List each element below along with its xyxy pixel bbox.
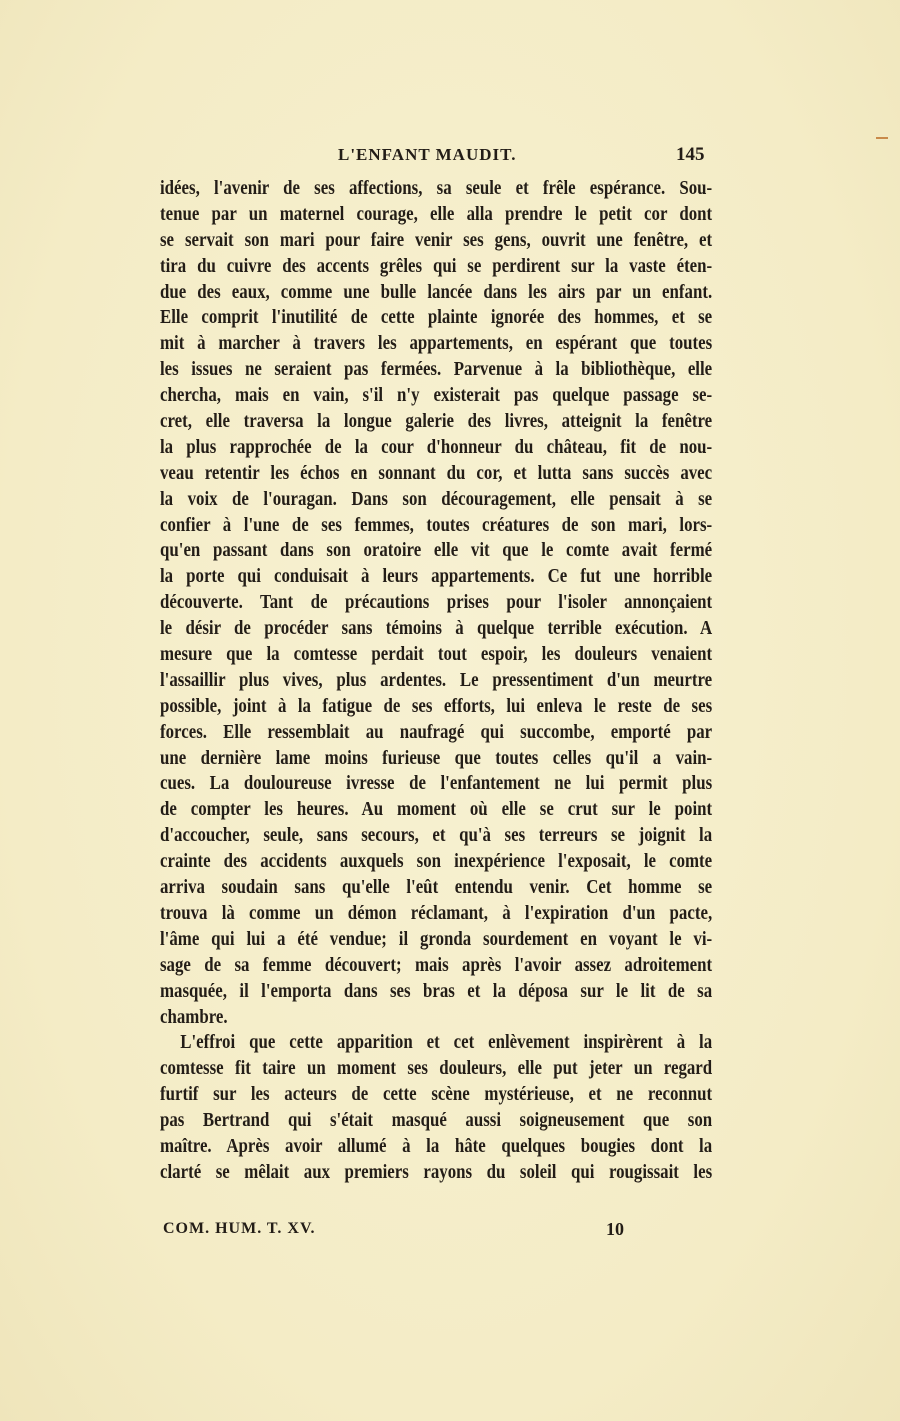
- text-line: clarté se mêlait aux premiers rayons du soleil qui rougissait les: [160, 1160, 713, 1183]
- text-line: les issues ne seraient pas fermées. Parvenue à la bibliothèque, elle: [160, 358, 713, 381]
- text-line: furtif sur les acteurs de cette scène mystérieuse, et ne reconnut: [160, 1083, 713, 1106]
- text-line: idées, l'avenir de ses affections, sa seule et frêle espérance. Sou-: [160, 177, 713, 199]
- signature-number: 10: [606, 1219, 624, 1239]
- text-line: le désir de procéder sans témoins à quelque terrible exécution. A: [160, 617, 713, 640]
- signature-mark: COM. HUM. T. XV.: [163, 1220, 316, 1237]
- text-line: cues. La douloureuse ivresse de l'enfantement ne lui permit plus: [160, 772, 713, 795]
- text-line: pas Bertrand qui s'était masqué aussi soigneusement que son: [160, 1109, 713, 1132]
- text-line: Elle comprit l'inutilité de cette plainte ignorée des hommes, et se: [160, 306, 713, 329]
- body-text: [160, 176, 712, 1186]
- text-line: de compter les heures. Au moment où elle se crut sur le point: [160, 798, 713, 821]
- text-line: découverte. Tant de précautions prises pour l'isoler annonçaient: [160, 591, 713, 614]
- text-line: mit à marcher à travers les appartements, en espérant que toutes: [160, 332, 713, 355]
- text-line: la voix de l'ouragan. Dans son découragement, elle pensait à se: [160, 487, 713, 510]
- text-line: tenue par un maternel courage, elle alla prendre le petit cor dont: [160, 202, 713, 225]
- text-line: sage de sa femme découvert; mais après l'avoir assez adroitement: [160, 953, 713, 976]
- text-line: qu'en passant dans son oratoire elle vit que le comte avait fermé: [160, 539, 713, 562]
- text-line: chambre.: [160, 1005, 228, 1028]
- text-line: arriva soudain sans qu'elle l'eût entendu venir. Cet homme se: [160, 876, 713, 899]
- text-line: trouva là comme un démon réclamant, à l'expiration d'un pacte,: [160, 901, 713, 924]
- text-line: la porte qui conduisait à leurs appartements. Ce fut une horrible: [160, 565, 713, 588]
- running-title: L'ENFANT MAUDIT.: [338, 145, 517, 164]
- text-line: crainte des accidents auxquels son inexpérience l'exposait, le comte: [160, 850, 713, 873]
- text-line: se servait son mari pour faire venir ses gens, ouvrit une fenêtre, et: [160, 228, 713, 251]
- text-line: due des eaux, comme une bulle lancée dans les airs par un enfant.: [160, 280, 713, 303]
- text-line: la plus rapprochée de la cour d'honneur du château, fit de nou-: [160, 435, 713, 458]
- text-line: masquée, il l'emporta dans ses bras et la déposa sur le lit de sa: [160, 979, 713, 1002]
- page-number: 145: [676, 144, 705, 165]
- text-line: forces. Elle ressemblait au naufragé qui succombe, emporté par: [160, 720, 713, 743]
- text-line: d'accoucher, seule, sans secours, et qu'à ses terreurs se joignit la: [160, 824, 713, 847]
- text-line: chercha, mais en vain, s'il n'y existerait pas quelque passage se-: [160, 384, 713, 407]
- text-line: tira du cuivre des accents grêles qui se perdirent sur la vaste éten-: [160, 254, 713, 277]
- text-line: l'assaillir plus vives, plus ardentes. Le pressentiment d'un meurtre: [160, 668, 713, 691]
- margin-mark: [876, 137, 888, 139]
- text-line: mesure que la comtesse perdait tout espoir, les douleurs venaient: [160, 643, 713, 666]
- text-line: veau retentir les échos en sonnant du cor, et lutta sans succès avec: [160, 461, 713, 484]
- text-line: maître. Après avoir allumé à la hâte quelques bougies dont la: [160, 1134, 713, 1157]
- text-line: confier à l'une de ses femmes, toutes créatures de son mari, lors-: [160, 513, 713, 536]
- text-line: L'effroi que cette apparition et cet enlèvement inspirèrent à la: [180, 1031, 713, 1054]
- text-line: cret, elle traversa la longue galerie des livres, atteignit la fenêtre: [160, 410, 713, 433]
- text-line: l'âme qui lui a été vendue; il gronda sourdement en voyant le vi-: [160, 927, 713, 950]
- text-line: une dernière lame moins furieuse que toutes celles qu'il a vain-: [160, 746, 713, 769]
- text-line: comtesse fit taire un moment ses douleurs, elle put jeter un regard: [160, 1057, 713, 1080]
- text-line: possible, joint à la fatigue de ses efforts, lui enleva le reste de ses: [160, 694, 713, 717]
